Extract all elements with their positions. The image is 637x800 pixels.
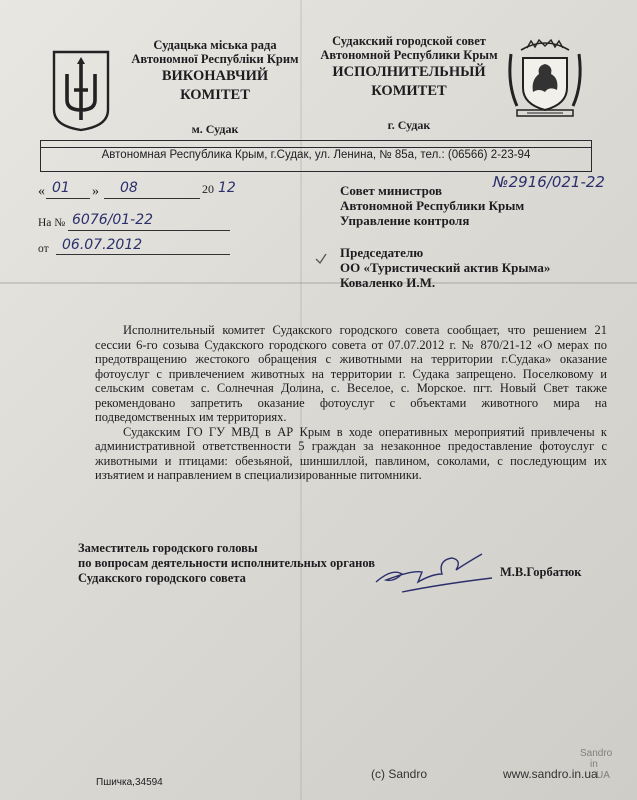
header-right-line2: Автономной Республики Крым bbox=[320, 48, 498, 62]
signature-line3: Судакского городского совета bbox=[78, 571, 246, 585]
addressee-block-1 bbox=[340, 183, 524, 228]
reference-label: На № bbox=[38, 217, 66, 229]
body-paragraph-1: Исполнительный комитет Судакского городского совета сообщает, что решением 21 сессии 6-го созыва Судакского городского совета от 07.07.2012 г. № 870/21-12 «О мерах по предотвращению жестокого обращения с животными на территории г.Судака» оказание фотоуслуг с привлечением животных на территории г. Судака запрещено. Поселковому и сельским советам с. Солнечная Долина, с. Веселое, с. Морское. пгт. Новый Свет также рекомендовано запретить оказание фотоуслуг с объектами животного мира на подведомственных им территориях. bbox=[95, 323, 607, 424]
header-right-subtitle: КОМИТЕТ bbox=[371, 83, 447, 99]
corner-stamp-line1: Sandro bbox=[580, 748, 613, 759]
corner-stamp bbox=[580, 748, 612, 781]
outgoing-year-prefix: 20 bbox=[202, 182, 214, 196]
corner-stamp-line2: in bbox=[590, 759, 598, 770]
outgoing-month: 08 bbox=[120, 180, 138, 196]
outgoing-number: №2916/021-22 bbox=[493, 173, 605, 191]
header-russian bbox=[318, 34, 500, 132]
addressee-line4: Председателю bbox=[340, 245, 424, 260]
header-left-city: м. Судак bbox=[191, 122, 239, 136]
outgoing-day: 01 bbox=[52, 180, 70, 196]
signature-title bbox=[78, 541, 375, 586]
signatory-name: М.В.Горбатюк bbox=[500, 565, 582, 579]
reference-number-line bbox=[68, 230, 230, 231]
signature-line1: Заместитель городского головы bbox=[78, 541, 258, 555]
addressee-line1: Совет министров bbox=[340, 183, 443, 198]
outgoing-year-suffix: 12 bbox=[218, 180, 236, 196]
header-right-line1: Судакский городской совет bbox=[332, 34, 486, 48]
header-left-line2: Автономної Республіки Крим bbox=[131, 52, 299, 66]
addressee-block-2 bbox=[340, 245, 550, 290]
address-banner bbox=[40, 140, 592, 172]
corner-stamp-line3: UA bbox=[596, 770, 610, 781]
trident-emblem-icon bbox=[50, 48, 112, 132]
header-left-line1: Судацька міська рада bbox=[153, 38, 277, 52]
addressee-line3: Управление контроля bbox=[340, 213, 470, 228]
address-text: Автономная Республика Крым, г.Судак, ул. Ленина, № 85а, тел.: (06566) 2-23-94 bbox=[101, 149, 531, 161]
address-rule bbox=[41, 147, 591, 148]
outgoing-month-field bbox=[104, 180, 200, 199]
header-right-city: г. Судак bbox=[387, 118, 431, 132]
body-paragraph-2: Судакским ГО ГУ МВД в АР Крым в ходе оперативных мероприятий привлечены к административной ответственности 5 граждан за незаконное предоставление фотоуслуг с животными и птицами: обезьяной, шиншиллой, павлином, соколами, с последующим их изъятием и направлением в специализированные питомники. bbox=[95, 424, 607, 482]
copyright-watermark: (c) Sandro bbox=[371, 767, 428, 781]
reference-date-line bbox=[56, 254, 230, 255]
crimea-coat-of-arms-icon bbox=[505, 36, 585, 120]
executor-note: Пшичка,34594 bbox=[96, 777, 163, 788]
header-left-subtitle: КОМІТЕТ bbox=[180, 87, 250, 103]
site-watermark: www.sandro.in.ua bbox=[503, 767, 598, 781]
check-mark-icon bbox=[314, 252, 328, 266]
addressee-line5: ОО «Туристический актив Крыма» bbox=[340, 260, 551, 275]
header-right-title: ИСПОЛНИТЕЛЬНЫЙ bbox=[332, 64, 486, 80]
addressee-line6: Коваленко И.М. bbox=[340, 275, 436, 290]
reference-date-label: от bbox=[38, 243, 49, 255]
letter-body bbox=[95, 323, 607, 483]
signature-line2: по вопросам деятельности исполнительных органов bbox=[78, 556, 376, 570]
addressee-line2: Автономной Республики Крым bbox=[340, 198, 525, 213]
reference-date: 06.07.2012 bbox=[62, 237, 143, 253]
letter-sheet: Судацька міська рада Автономної Республіки Крим ВИКОНАВЧИЙ КОМІТЕТ м. Судак Судакский городской совет Автономной Республики Крым ИСПОЛНИТЕЛЬНЫЙ КОМИТЕТ г. Судак Автономная Республика Крым, г.Судак, ул. Ленина, № 85а, тел.: (06566) 2-23-94 « 01 » 08 20 12 №2916/021-22 На № 6076/01-22 от 06.07.2012 Совет министров Автономной Республики Крым Управление контроля Председателю ОО «Туристический актив Крыма» Коваленко И.М. Исполнительный комитет Судакского городского совета сообщает, что решением 21 сессии 6-го созыва Судакского городского совета от 07.07.2012 г. № 870/21-12 «О мерах по предотвращению жестокого обращения с животными на территории г.Судака» оказание фотоуслуг с привлечением животных на территории г. Судака запрещено. Поселковому и сельским советам с. Солнечная Долина, с. Веселое, с. Морское. пгт. Новый Свет также рекомендовано запретить оказание фотоуслуг с объектами животного мира на подведомственных им территориях. Судакским ГО ГУ МВД в АР Крым в ходе оперативных мероприятий привлечены к административной ответственности 5 граждан за незаконное предоставление фотоуслуг с животными и птицами: обезьяной, шиншиллой, павлином, соколами, с последующим их изъятием и направлением в специализированные питомники. Заместитель городского головы по вопросам деятельности исполнительных органов Судакского городского совета М.В.Горбатюк Пшичка,34594 (c) Sandro www.sandro.in.ua Sandro in UA bbox=[0, 0, 637, 800]
handwritten-signature-icon bbox=[372, 548, 502, 598]
reference-number: 6076/01-22 bbox=[72, 212, 154, 228]
header-ukrainian bbox=[130, 38, 300, 136]
header-left-title: ВИКОНАВЧИЙ bbox=[161, 68, 269, 84]
